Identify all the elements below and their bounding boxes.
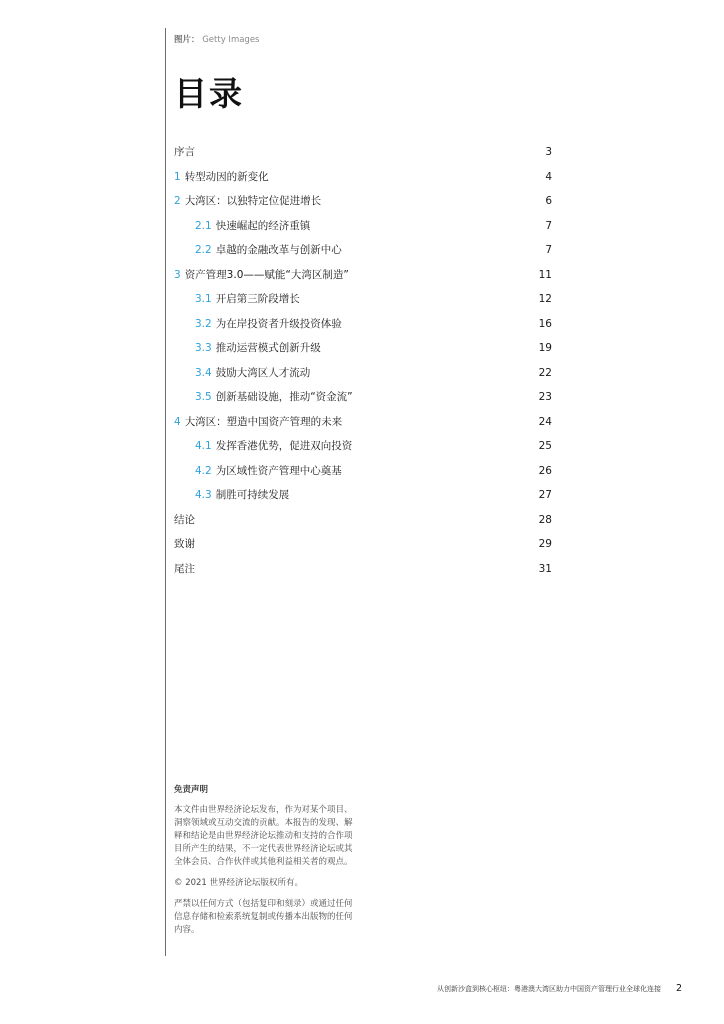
toc-entry[interactable] (174, 287, 552, 312)
page-footer (437, 983, 682, 994)
page-title: 目录 (174, 74, 244, 113)
toc-entry-page: 7 (545, 244, 552, 256)
toc-entry[interactable] (174, 532, 552, 557)
toc-entry[interactable] (174, 410, 552, 435)
toc-entry-page: 11 (538, 268, 552, 281)
toc-entry-number: 2.2 (195, 244, 212, 256)
toc-entry-number: 4.3 (195, 489, 212, 501)
toc-entry-number: 2 (174, 195, 181, 207)
toc-entry[interactable] (174, 238, 552, 263)
toc-entry-page: 16 (538, 317, 552, 330)
toc-entry-page: 22 (538, 366, 552, 379)
footer-title: 从创新沙盒到核心枢纽：粤港澳大湾区助力中国资产管理行业全球化连接 (436, 985, 661, 993)
toc-entry-title: 鼓励大湾区人才流动 (215, 366, 311, 379)
toc-entry-title: 快速崛起的经济重镇 (215, 219, 311, 232)
toc-entry-title: 结论 (174, 513, 195, 526)
toc-entry[interactable] (174, 361, 552, 386)
toc-entry-page: 6 (545, 195, 552, 207)
copyright-notice: © 2021 世界经济论坛版权所有。 (174, 878, 304, 888)
toc-entry-page: 29 (538, 538, 552, 550)
toc-entry-page: 19 (538, 342, 552, 354)
toc-entry-title: 为区域性资产管理中心奠基 (215, 464, 342, 477)
toc-entry-number: 3.2 (195, 317, 212, 330)
disclaimer-body: 本文件由世界经济论坛发布，作为对某个项目、洞察领域或互动交流的贡献。本报告的发现、解释和结论是由世界经济论坛推动和支持的合作项目所产生的结果，不一定代表世界经济论坛或其全体会员、合作伙伴或其他利益相关者的观点。 (174, 805, 353, 867)
toc-entry-title: 发挥香港优势，促进双向投资 (215, 440, 353, 452)
toc-entry-number: 3.5 (195, 391, 212, 403)
toc-entry-page: 23 (538, 391, 552, 403)
toc-entry-title: 尾注 (174, 562, 195, 575)
toc-entry[interactable] (174, 140, 552, 165)
toc-entry[interactable] (174, 165, 552, 190)
toc-entry[interactable] (174, 459, 552, 484)
toc-entry-title: 创新基础设施，推动“资金流” (215, 391, 353, 403)
table-of-contents (174, 140, 552, 581)
toc-entry-number: 2.1 (195, 219, 212, 232)
toc-entry-page: 31 (538, 562, 552, 575)
toc-entry[interactable] (174, 483, 552, 508)
toc-entry-number: 4.1 (195, 440, 212, 452)
toc-entry[interactable] (174, 214, 552, 239)
reproduction-notice: 严禁以任何方式（包括复印和刻录）或通过任何信息存储和检索系统复制或传播本出版物的任何内容。 (174, 899, 353, 935)
toc-entry-title: 序言 (174, 146, 195, 158)
toc-entry-page: 26 (538, 464, 552, 477)
toc-entry-title: 卓越的金融改革与创新中心 (215, 244, 342, 256)
toc-entry-title: 推动运营模式创新升级 (215, 342, 321, 354)
disclaimer-heading: 免责声明 (174, 785, 209, 795)
toc-entry-number: 3.4 (195, 366, 212, 379)
toc-entry-title: 致谢 (174, 538, 195, 550)
toc-entry-title: 资产管理3.0——赋能“大湾区制造” (184, 268, 349, 281)
toc-entry-number: 3 (174, 268, 181, 281)
toc-entry-page: 25 (538, 440, 552, 452)
toc-entry-page: 28 (538, 513, 552, 526)
toc-entry[interactable] (174, 434, 552, 459)
toc-entry-page: 3 (545, 146, 552, 158)
toc-entry[interactable] (174, 385, 552, 410)
toc-entry-title: 大湾区：以独特定位促进增长 (184, 195, 322, 207)
margin-rule (165, 28, 166, 956)
toc-entry-title: 为在岸投资者升级投资体验 (215, 317, 342, 330)
toc-entry-number: 4 (174, 415, 181, 428)
photo-credit-label: 图片： (174, 35, 200, 45)
toc-entry-page: 24 (538, 415, 552, 428)
photo-credit (174, 33, 259, 45)
toc-entry-title: 大湾区：塑造中国资产管理的未来 (184, 415, 343, 428)
toc-entry[interactable] (174, 312, 552, 337)
footer-page-number: 2 (675, 983, 682, 994)
photo-credit-source: Getty Images (202, 35, 260, 45)
toc-entry[interactable] (174, 263, 552, 288)
toc-entry-number: 1 (174, 170, 181, 183)
toc-entry[interactable] (174, 508, 552, 533)
disclaimer (174, 784, 354, 945)
toc-entry[interactable] (174, 189, 552, 214)
toc-entry[interactable] (174, 557, 552, 582)
toc-entry-title: 制胜可持续发展 (215, 489, 290, 501)
toc-entry-number: 3.1 (195, 293, 212, 305)
toc-entry-page: 7 (545, 219, 552, 232)
toc-entry-title: 转型动因的新变化 (184, 170, 269, 183)
toc-entry-title: 开启第三阶段增长 (215, 293, 300, 305)
toc-entry-number: 4.2 (195, 464, 212, 477)
toc-entry-page: 4 (545, 170, 552, 183)
toc-entry-page: 12 (538, 293, 552, 305)
toc-entry-number: 3.3 (195, 342, 212, 354)
toc-entry[interactable] (174, 336, 552, 361)
toc-entry-page: 27 (538, 489, 552, 501)
